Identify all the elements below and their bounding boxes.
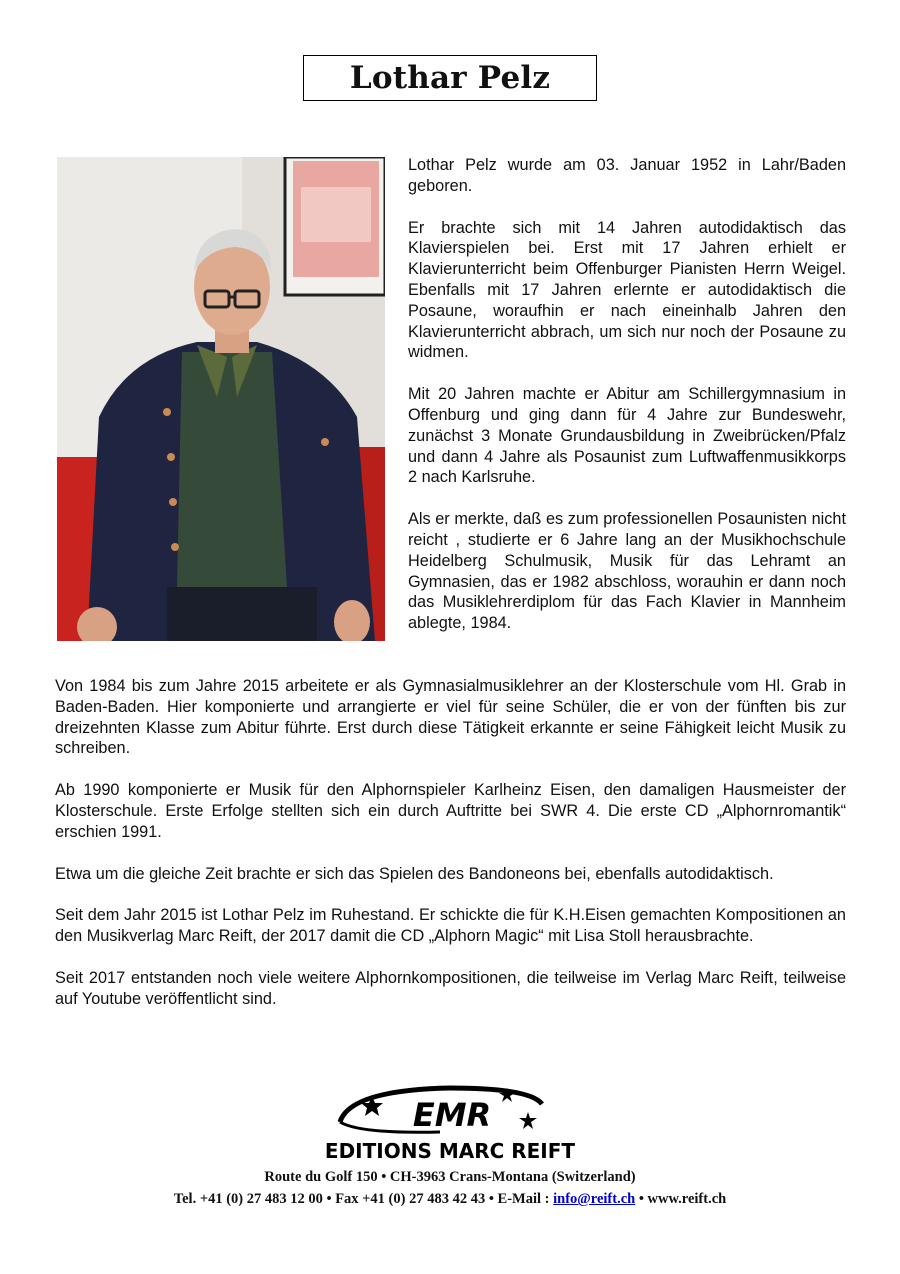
intro-text <box>408 155 846 655</box>
footer <box>0 1166 900 1210</box>
star-icon <box>519 1112 537 1129</box>
body-paragraph: Von 1984 bis zum Jahre 2015 arbeitete er als Gymnasialmusiklehrer an der Klosterschule vom Hl. Grab in Baden-Baden. Hier komponierte und arrangierte er viel für seine Schüler, die er von der fünften bis zur dreizehnten Klasse zum Abitur führte. Erst durch diese Tätigkeit erkannte er seine Fähigkeit leicht Musik zu schreiben. <box>55 677 846 758</box>
logo-mark: EMR <box>412 1096 492 1134</box>
main-text <box>55 676 846 1031</box>
page-title: Lothar Pelz <box>349 60 551 96</box>
footer-separator: • <box>635 1191 648 1207</box>
intro-paragraph: Er brachte sich mit 14 Jahren autodidaktisch das Klavierspielen bei. Erst mit 17 Jahren erhielt er Klavierunterricht beim Offenburger Pianisten Herrn Weigel. Ebenfalls mit 17 Jahren erlernte er autodidaktisch die Posaune, woraufhin er nach eineinhalb Jahren den Klavierunterricht abbrach, um sich nur noch der Posaune zu widmen. <box>408 218 846 362</box>
title-box <box>303 55 597 101</box>
intro-paragraph: Als er merkte, daß es zum professionellen Posaunisten nicht reicht , studierte er 6 Jahre lang an der Musikhochschule Heidelberg Schulmusik, Musik für das Lehramt an Gymnasien, das er 1982 abschloss, worauhin er dann noch das Musiklehrerdiplom für das Fach Klavier in Mannheim ablegte, 1984. <box>408 510 846 633</box>
logo-wordmark: EDITIONS MARC REIFT <box>324 1139 576 1162</box>
footer-contact <box>0 1188 900 1210</box>
body-paragraph: Seit 2017 entstanden noch viele weitere Alphornkompositionen, die teilweise im Verlag Marc Reift, teilweise auf Youtube veröffentlicht sind. <box>55 968 846 1008</box>
footer-phone-fax: Tel. +41 (0) 27 483 12 00 • Fax +41 (0) 27 483 42 43 • E-Mail : <box>173 1191 554 1207</box>
body-paragraph: Seit dem Jahr 2015 ist Lothar Pelz im Ruhestand. Er schickte die für K.H.Eisen gemachten Kompositionen an den Musikverlag Marc Reift, der 2017 damit die CD „Alphorn Magic“ mit Lisa Stoll herausbrachte. <box>55 906 846 946</box>
body-paragraph: Ab 1990 komponierte er Musik für den Alphornspieler Karlheinz Eisen, den damaligen Hausmeister der Klosterschule. Erste Erfolge stellten sich ein durch Auftritte bei SWR 4. Die erste CD „Alphornromantik“ erschien 1991. <box>55 781 846 841</box>
body-paragraph: Etwa um die gleiche Zeit brachte er sich das Spielen des Bandoneons bei, ebenfalls autodidaktisch. <box>55 864 774 883</box>
intro-paragraph: Lothar Pelz wurde am 03. Januar 1952 in Lahr/Baden geboren. <box>408 156 846 195</box>
portrait-photo <box>57 157 385 641</box>
website-link[interactable]: www.reift.ch <box>647 1191 727 1207</box>
intro-paragraph: Mit 20 Jahren machte er Abitur am Schillergymnasium in Offenburg und ging dann für 4 Jahre zur Bundeswehr, zunächst 3 Monate Grundausbildung in Zweibrücken/Pfalz und dann 4 Jahre als Posaunist zum Luftwaffenmusikkorps 2 nach Karlsruhe. <box>408 385 846 487</box>
email-link[interactable]: info@reift.ch <box>553 1191 636 1207</box>
emr-logo <box>280 1082 620 1162</box>
footer-address: Route du Golf 150 • CH-3963 Crans-Montana (Switzerland) <box>264 1169 636 1185</box>
